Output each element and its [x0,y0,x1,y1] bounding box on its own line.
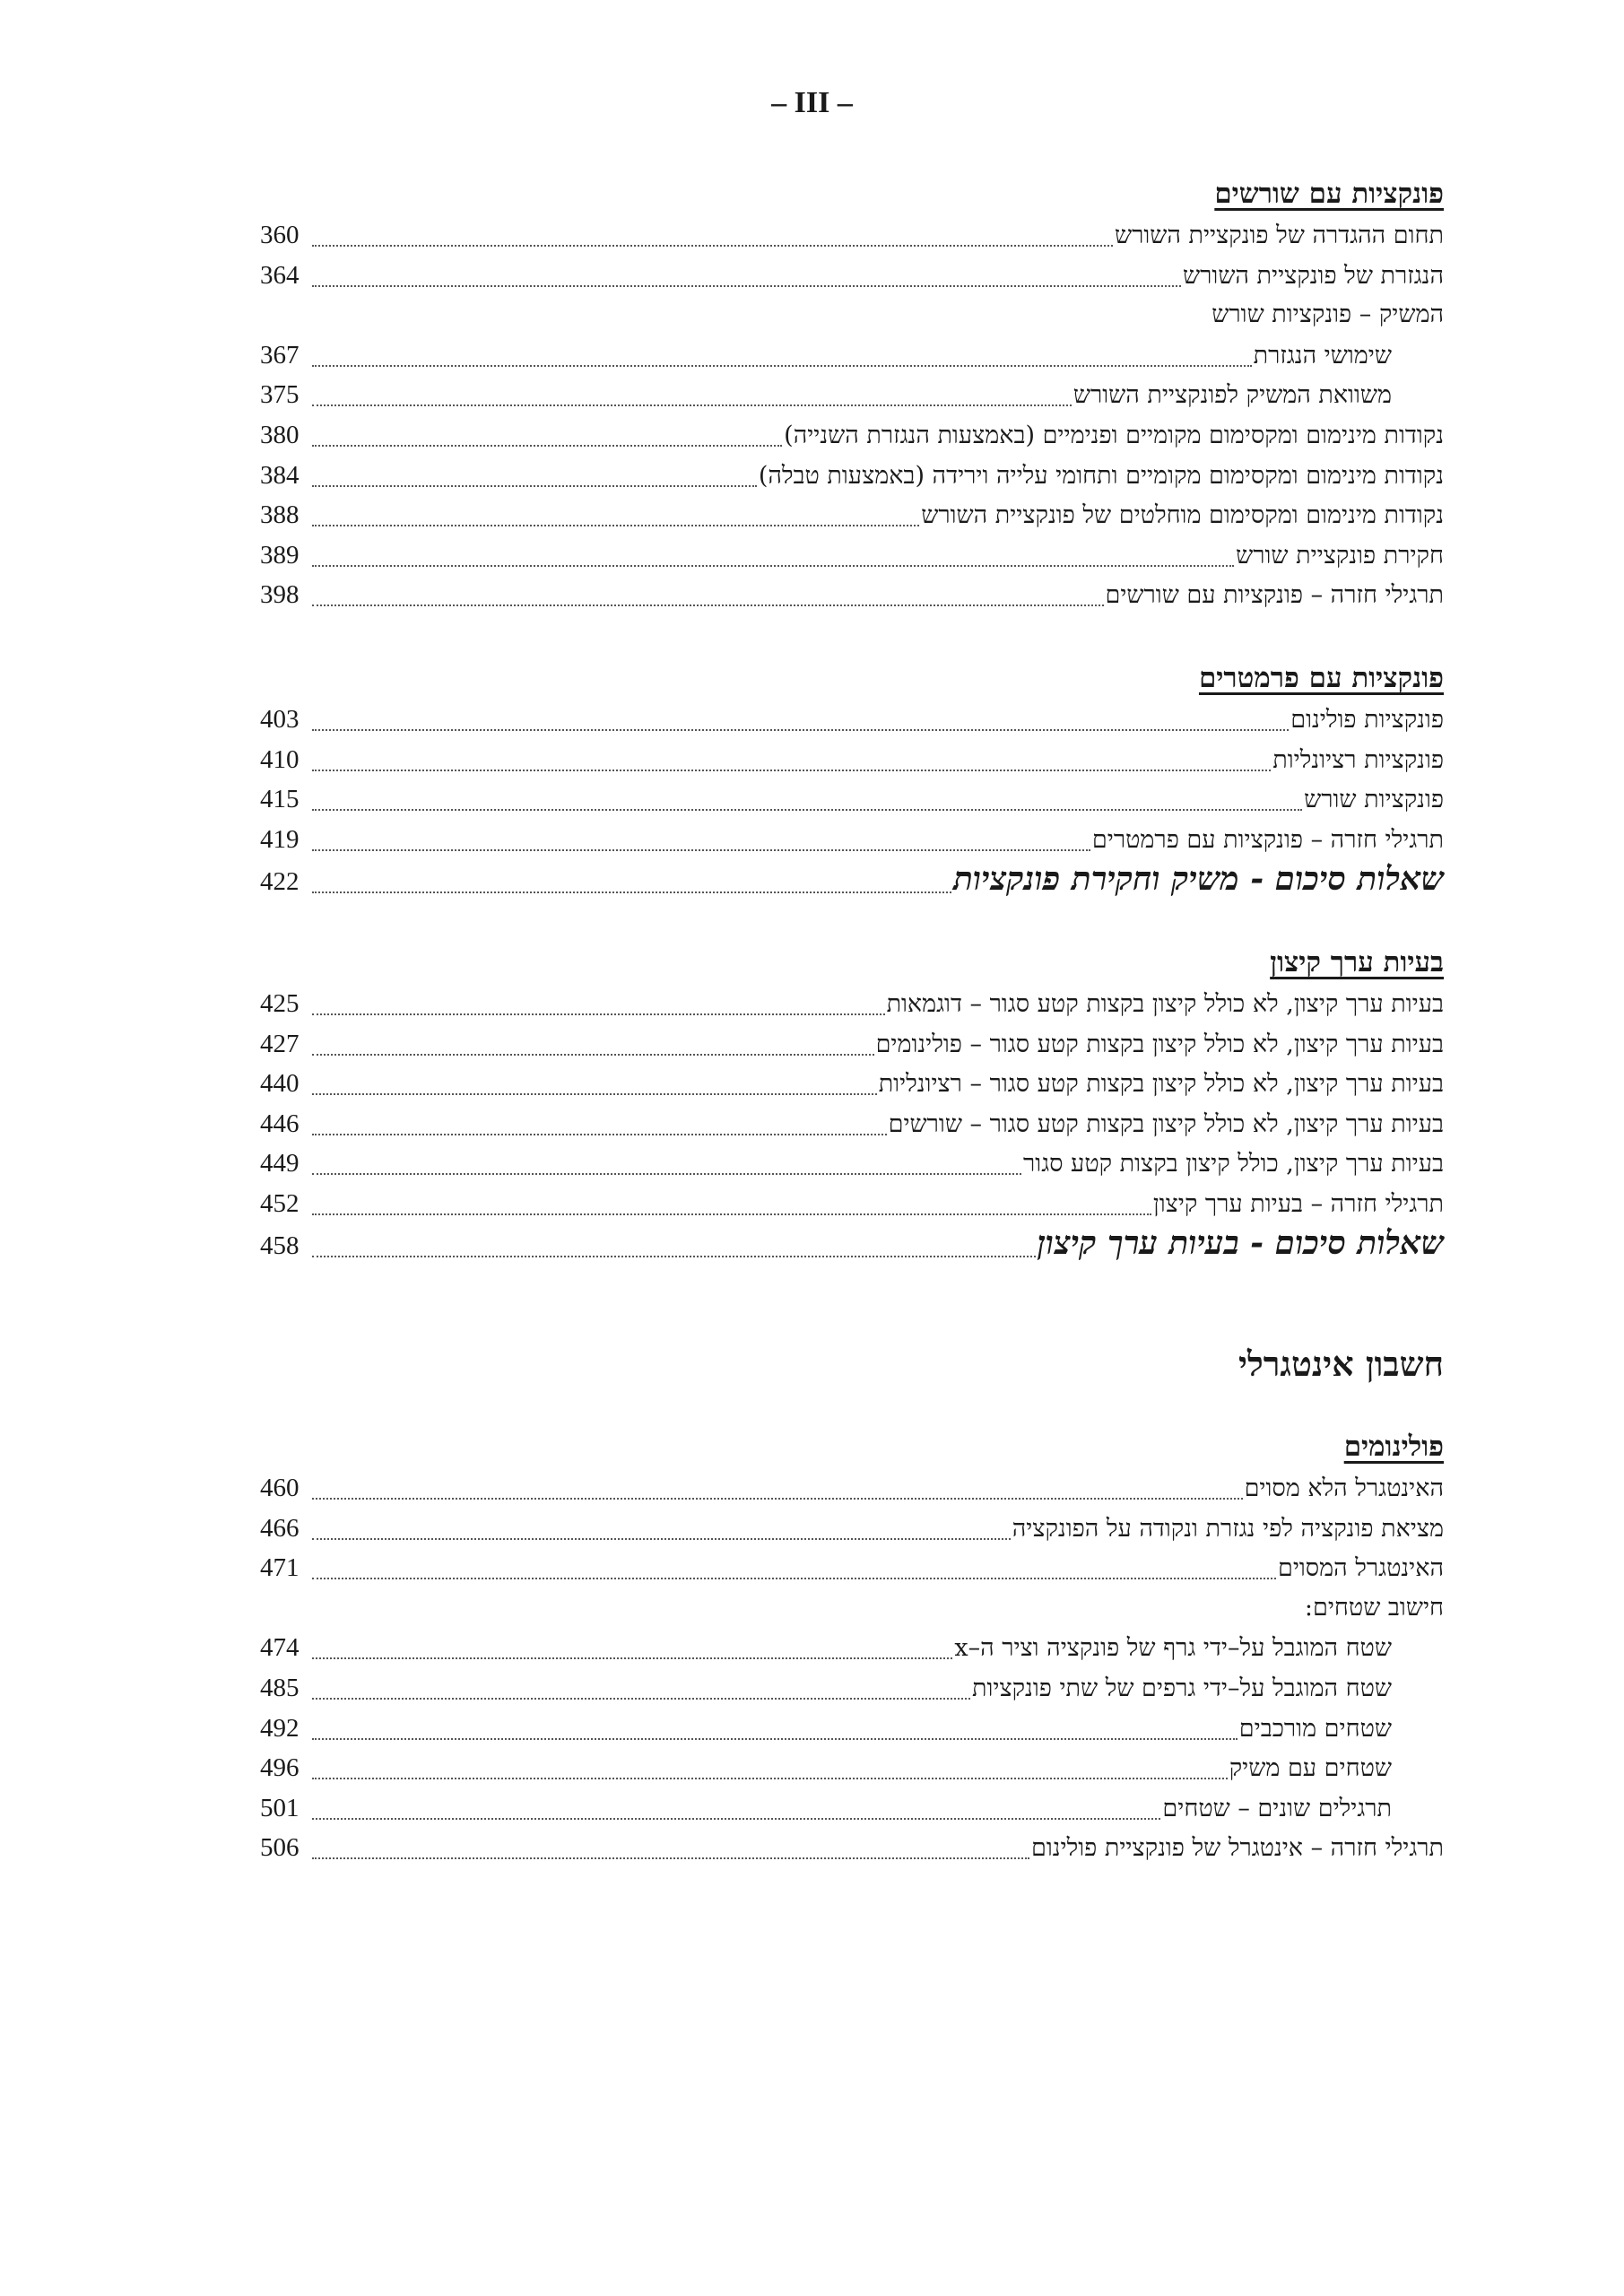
toc-entry-page: 364 [260,260,300,290]
toc-entry[interactable] [260,1144,1444,1184]
page-number: – III – [771,86,853,119]
dot-leader [312,1134,887,1135]
dot-leader [312,1657,952,1659]
toc-entry-page: 388 [260,500,300,530]
toc-entry-label: בעיות ערך קיצון, לא כולל קיצון בקצות קטע סגור – שורשים [888,1109,1444,1138]
spacer [260,900,1444,941]
toc-entry-page: 419 [260,824,300,854]
dot-leader [312,245,1113,247]
spacer [260,1264,1444,1339]
toc-entry[interactable] [260,1668,1444,1709]
dot-leader [312,604,1104,606]
toc-entry-page: 398 [260,580,300,610]
toc-entry[interactable] [260,1064,1444,1104]
toc-entry-label: נקודות מינימום ומקסימום מקומיים ותחומי עלייה וירידה (באמצעות טבלה) [758,461,1444,490]
toc-entry-label: תרגילי חזרה – פונקציות עם פרמטרים [1091,825,1444,854]
toc-entry-page: 367 [260,340,300,370]
toc-entry-label: שאלות סיכום - בעיות ערך קיצון [1037,1224,1444,1263]
toc-entry-label: שימושי הנגזרת [1253,341,1392,370]
dot-leader [312,1778,1228,1779]
chapter-title: חשבון אינטגרלי [1238,1344,1444,1385]
toc-entry[interactable] [260,740,1444,780]
toc-entry-page: 422 [260,867,300,897]
toc-entry-label: תרגילי חזרה – אינטגרל של פונקציית פולינום [1030,1834,1444,1863]
toc-entry-label: שטחים עם משיק [1229,1754,1392,1783]
toc-entry[interactable] [260,495,1444,535]
toc-entry-page: 449 [260,1149,300,1178]
toc-entry-page: 425 [260,988,300,1018]
dot-leader [312,891,951,893]
dot-leader [312,729,1289,731]
toc-entry-page: 410 [260,744,300,774]
dot-leader [312,365,1252,367]
toc-entry-page: 375 [260,380,300,410]
toc-entry[interactable] [260,984,1444,1024]
toc-entry[interactable] [260,1628,1444,1668]
dot-leader [312,1054,874,1056]
spacer [260,615,1444,657]
toc-entry[interactable] [260,820,1444,860]
toc-entry[interactable] [260,1184,1444,1224]
toc-entry-page: 460 [260,1474,300,1503]
toc-entry-label: נקודות מינימום ומקסימום מוחלטים של פונקציית השורש [921,501,1444,530]
dot-leader [312,1013,885,1015]
toc-entry-summary[interactable] [260,1223,1444,1264]
toc-entry-page: 496 [260,1753,300,1783]
toc-entry[interactable] [260,1468,1444,1509]
toc-entry-page: 485 [260,1674,300,1703]
toc-entry-label: שטח המוגבל על–ידי גרף של פונקציה וציר ה–x [954,1634,1392,1663]
dot-leader [312,1698,970,1700]
toc-entry[interactable] [260,1104,1444,1144]
dot-leader [312,809,1302,811]
dot-leader [312,485,757,487]
toc-subheading [260,295,1444,335]
toc-entry-page: 458 [260,1231,300,1261]
toc-entry-label: תחום ההגדרה של פונקציית השורש [1114,222,1444,249]
toc-entry[interactable] [260,415,1444,456]
toc-entry-label: חישוב שטחים: [1304,1593,1444,1622]
table-of-contents [260,172,1444,1868]
dot-leader [312,565,1234,567]
toc-entry[interactable] [260,1828,1444,1868]
toc-subheading [260,1588,1444,1629]
toc-entry-page: 360 [260,221,300,249]
toc-entry-label: חקירת פונקציית שורש [1236,541,1444,570]
dot-leader [312,1213,1151,1215]
toc-entry-label: תרגילי חזרה – פונקציות עם שורשים [1105,581,1444,610]
toc-entry-label: פונקציות רציונליות [1272,745,1444,774]
toc-entry[interactable] [260,575,1444,615]
toc-entry[interactable] [260,535,1444,576]
section-title-parameters: פונקציות עם פרמטרים [1198,661,1444,694]
toc-entry-label: תרגילים שונים – שטחים [1162,1794,1392,1822]
toc-entry-label: הנגזרת של פונקציית השורש [1183,261,1444,290]
toc-entry-page: 492 [260,1713,300,1743]
toc-entry[interactable] [260,1548,1444,1588]
toc-entry-page: 389 [260,540,300,570]
toc-entry-label: שטח המוגבל על–ידי גרפים של שתי פונקציות [972,1674,1392,1703]
section-title-roots: פונקציות עם שורשים [1214,178,1444,210]
toc-entry-page: 501 [260,1793,300,1822]
dot-leader [312,1538,1011,1540]
toc-entry-page: 384 [260,460,300,490]
dot-leader [312,404,1072,406]
toc-entry[interactable] [260,779,1444,820]
spacer [260,1389,1444,1425]
toc-entry-label: האינטגרל הלא מסוים [1244,1474,1444,1503]
dot-leader [312,1498,1243,1500]
dot-leader [312,1093,877,1095]
toc-entry-label: בעיות ערך קיצון, כולל קיצון בקצות קטע סגור [1023,1150,1444,1178]
toc-entry-page: 446 [260,1109,300,1138]
toc-entry[interactable] [260,1709,1444,1749]
toc-entry[interactable] [260,1788,1444,1829]
toc-entry-label: האינטגרל המסוים [1277,1554,1444,1583]
toc-entry[interactable] [260,215,1444,256]
toc-entry[interactable] [260,456,1444,496]
toc-entry[interactable] [260,700,1444,740]
dot-leader [312,1173,1021,1175]
toc-entry-page: 380 [260,420,300,449]
toc-entry-page: 440 [260,1069,300,1099]
toc-entry-label: בעיות ערך קיצון, לא כולל קיצון בקצות קטע סגור – דוגמאות [886,989,1444,1018]
toc-entry-label: משוואת המשיק לפונקציית השורש [1073,381,1392,410]
toc-entry-page: 415 [260,785,300,814]
toc-entry-page: 403 [260,704,300,734]
toc-entry-label: תרגילי חזרה – בעיות ערך קיצון [1152,1189,1444,1218]
toc-entry[interactable] [260,256,1444,296]
toc-entry-label: פונקציות פולינום [1290,705,1444,734]
toc-entry-page: 506 [260,1833,300,1863]
toc-entry[interactable] [260,375,1444,415]
dot-leader [312,849,1090,851]
dot-leader [312,1857,1029,1859]
toc-entry[interactable] [260,1509,1444,1549]
dot-leader [312,285,1181,287]
toc-entry-label: מציאת פונקציה לפי נגזרת ונקודה על הפונקציה [1012,1514,1444,1543]
toc-entry[interactable] [260,335,1444,376]
dot-leader [312,1256,1036,1257]
toc-entry-page: 474 [260,1633,300,1663]
toc-entry-label: שטחים מורכבים [1238,1714,1392,1743]
toc-entry-label: נקודות מינימום ומקסימום מקומיים ופנימיים (באמצעות הנגזרת השנייה) [784,421,1444,449]
toc-entry-label: בעיות ערך קיצון, לא כולל קיצון בקצות קטע סגור – רציונליות [878,1070,1444,1099]
toc-entry-label: המשיק – פונקציות שורש [1211,300,1444,329]
dot-leader [312,1818,1160,1820]
toc-entry-page: 466 [260,1513,300,1543]
dot-leader [312,445,782,447]
toc-entry-label: שאלות סיכום - משיק וחקירת פונקציות [952,860,1444,899]
toc-entry-page: 452 [260,1188,300,1218]
toc-entry-page: 427 [260,1029,300,1058]
toc-entry-label: בעיות ערך קיצון, לא כולל קיצון בקצות קטע סגור – פולינומים [875,1030,1444,1058]
toc-entry-summary[interactable] [260,859,1444,900]
toc-entry-label: פונקציות שורש [1304,786,1444,814]
toc-entry[interactable] [260,1748,1444,1788]
dot-leader [312,1738,1238,1740]
dot-leader [312,1578,1276,1579]
dot-leader [312,525,919,526]
section-title-extremum: בעיות ערך קיצון [1270,945,1444,978]
section-title-polynomials: פולינומים [1343,1431,1444,1464]
toc-entry-page: 471 [260,1553,300,1583]
dot-leader [312,770,1271,771]
toc-entry[interactable] [260,1024,1444,1065]
